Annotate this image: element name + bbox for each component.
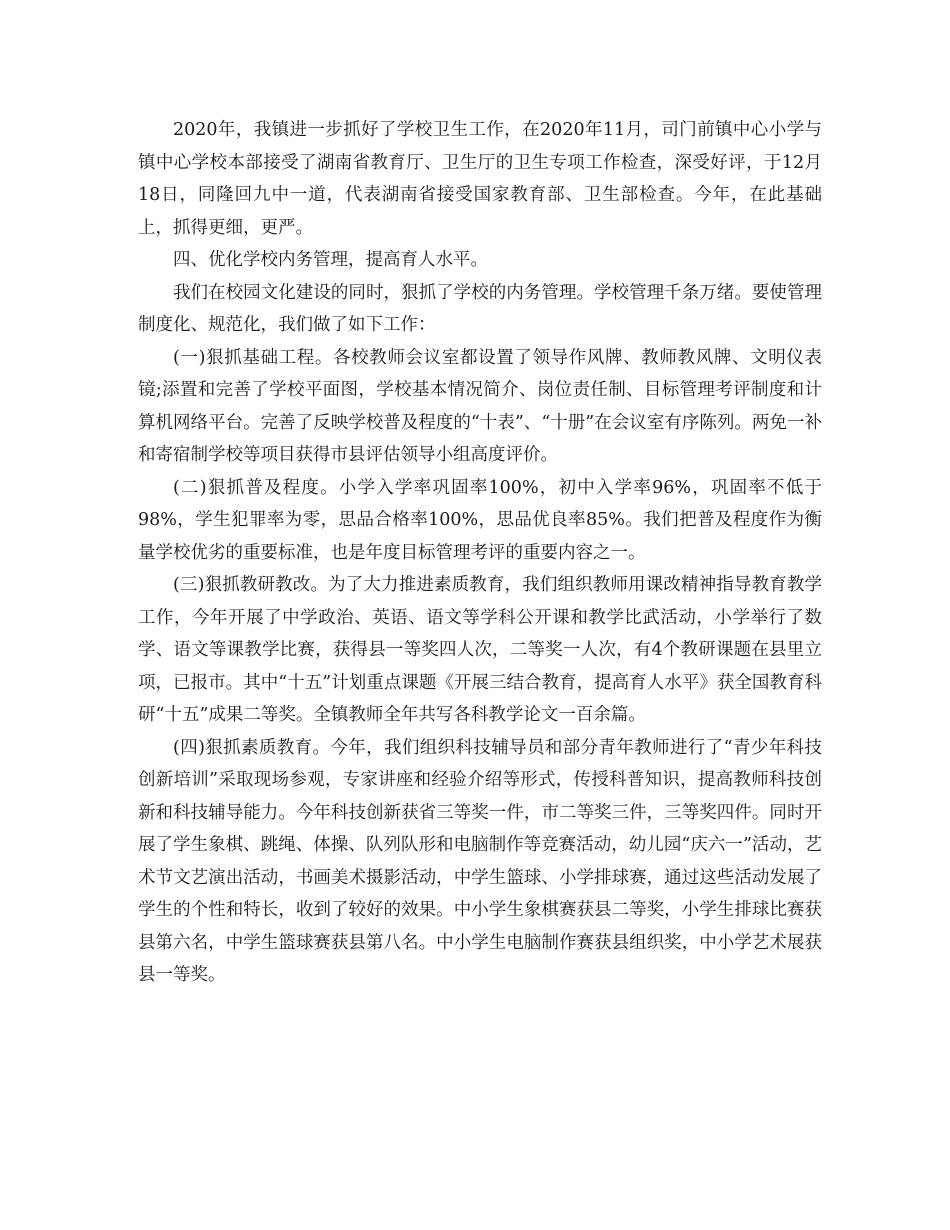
- paragraph-basic-engineering: (一)狠抓基础工程。各校教师会议室都设置了领导作风牌、教师教风牌、文明仪表镜;添置和完善了学校平面图，学校基本情况简介、岗位责任制、目标管理考评制度和计算机网络平台。完善了反映学校普及程度的“十表”、“十册”在会议室有序陈列。两免一补和寄宿制学校等项目获得市县评估领导小组高度评价。: [138, 347, 822, 465]
- paragraph-quality-education: (四)狠抓素质教育。今年，我们组织科技辅导员和部分青年教师进行了“青少年科技创新培训”采取现场参观，专家讲座和经验介绍等形式，传授科普知识，提高教师科技创新和科技辅导能力。今年科技创新获省三等奖一件，市二等奖三件，三等奖四件。同时开展了学生象棋、跳绳、体操、队列队形和电脑制作等竞赛活动，幼儿园“庆六一”活动，艺术节文艺演出活动，书画美术摄影活动，中学生篮球、小学排球赛，通过这些活动发展了学生的个性和特长，收到了较好的效果。中小学生象棋赛获县二等奖，小学生排球比赛获县第六名，中学生篮球赛获县第八名。中小学生电脑制作赛获县组织奖，中小学艺术展获县一等奖。: [138, 737, 822, 985]
- paragraph-teaching-research: (三)狠抓教研教改。为了大力推进素质教育，我们组织教师用课改精神指导教育教学工作，今年开展了中学政治、英语、语文等学科公开课和教学比武活动，小学举行了数学、语文等课教学比赛，获得县一等奖四人次，二等奖一人次，有4个教研课题在县里立项，已报市。其中“十五”计划重点课题《开展三结合教育，提高育人水平》获全国教育科研“十五”成果二等奖。全镇教师全年共写各科教学论文一百余篇。: [138, 575, 822, 725]
- paragraph-enrollment-rates: (二)狠抓普及程度。小学入学率巩固率100%，初中入学率96%，巩固率不低于98%，学生犯罪率为零，思品合格率100%，思品优良率85%。我们把普及程度作为衡量学校优劣的重要标准，也是年度目标管理考评的重要内容之一。: [138, 477, 822, 563]
- paragraph-management-intro: 我们在校园文化建设的同时，狠抓了学校的内务管理。学校管理千条万绪。要使管理制度化、规范化，我们做了如下工作：: [138, 282, 822, 335]
- paragraph-school-hygiene: 2020年，我镇进一步抓好了学校卫生工作，在2020年11月，司门前镇中心小学与镇中心学校本部接受了湖南省教育厅、卫生厅的卫生专项工作检查，深受好评，于12月18日，同隆回九中一道，代表湖南省接受国家教育部、卫生部检查。今年，在此基础上，抓得更细，更严。: [138, 120, 822, 238]
- document-body: [138, 114, 822, 992]
- section-heading-internal-management: 四、优化学校内务管理，提高育人水平。: [173, 250, 488, 270]
